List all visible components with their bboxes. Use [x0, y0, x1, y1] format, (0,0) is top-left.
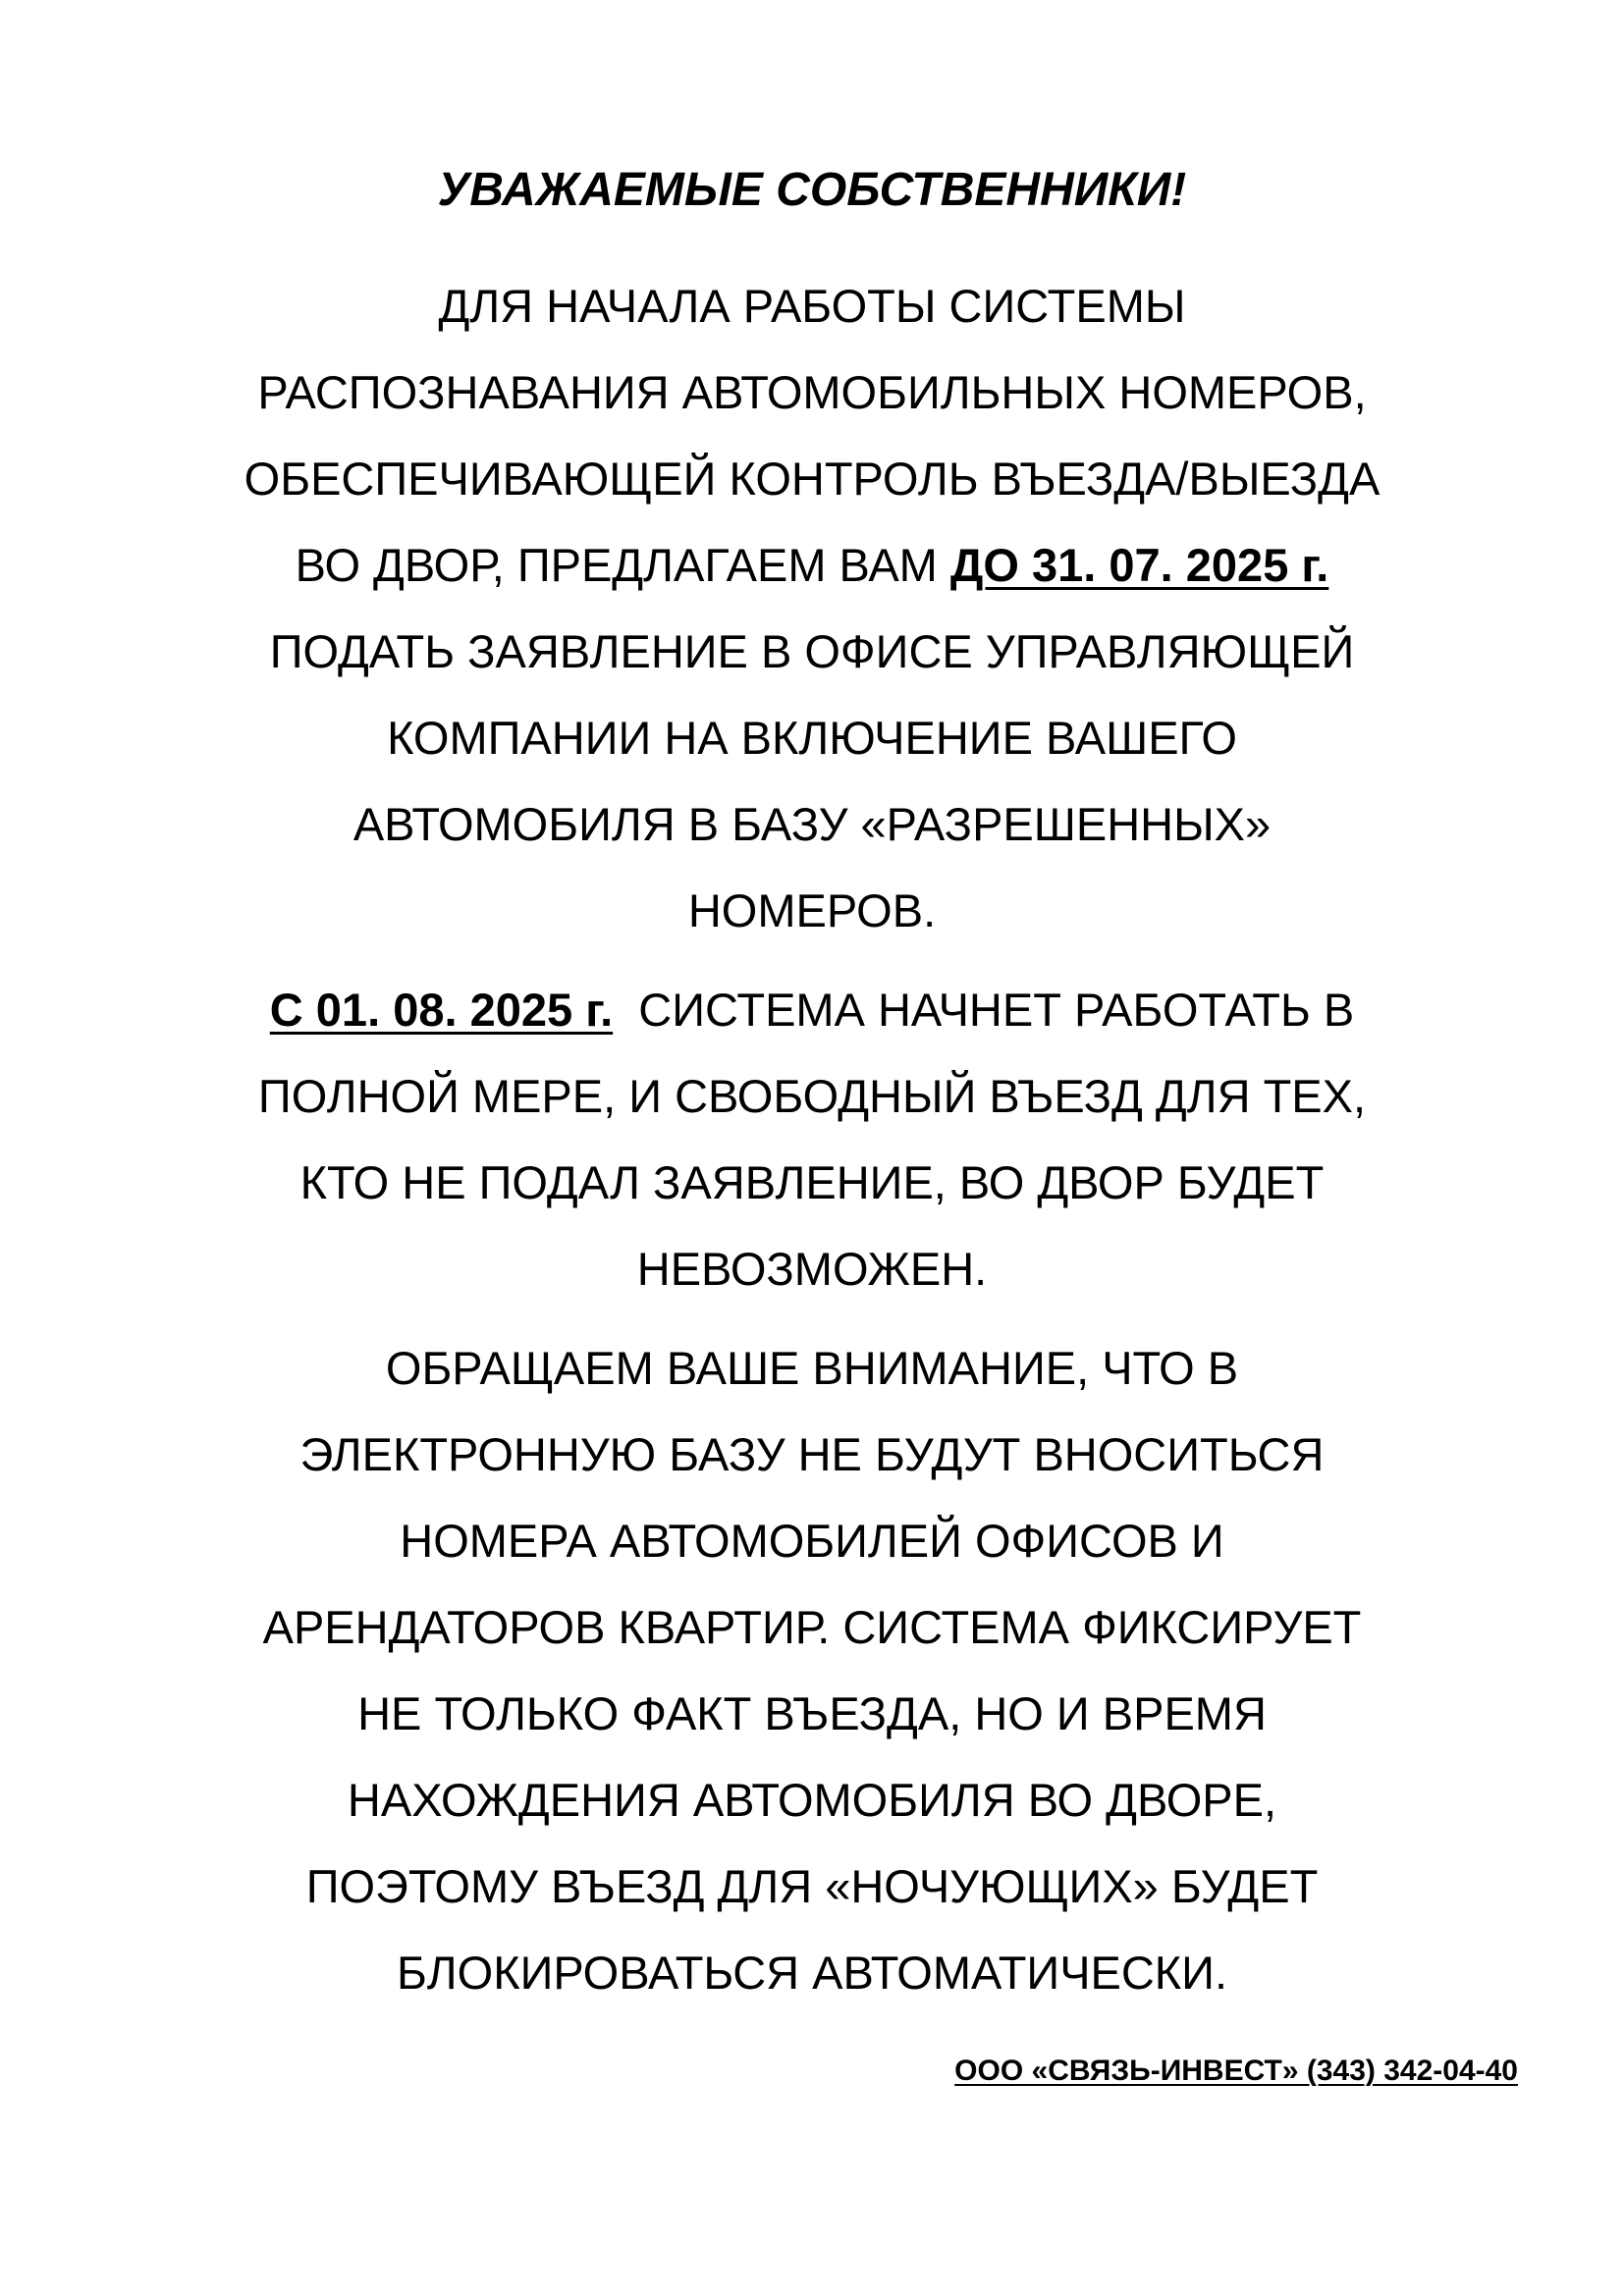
- paragraph-text: ВО ДВОР, ПРЕДЛАГАЕМ ВАМ: [295, 539, 950, 591]
- paragraph-line: КТО НЕ ПОДАЛ ЗАЯВЛЕНИЕ, ВО ДВОР БУДЕТ: [299, 1156, 1325, 1208]
- notice-title: УВАЖАЕМЫЕ СОБСТВЕННИКИ!: [437, 164, 1187, 216]
- paragraph-line: НОМЕРОВ.: [687, 884, 937, 936]
- paragraph-line: АРЕНДАТОРОВ КВАРТИР. СИСТЕМА ФИКСИРУЕТ: [262, 1601, 1362, 1653]
- paragraph-line: ДЛЯ НАЧАЛА РАБОТЫ СИСТЕМЫ: [438, 280, 1186, 332]
- paragraph-line: АВТОМОБИЛЯ В БАЗУ «РАЗРЕШЕННЫХ»: [352, 798, 1272, 850]
- paragraph-line: НАХОЖДЕНИЯ АВТОМОБИЛЯ ВО ДВОРЕ,: [347, 1774, 1277, 1826]
- paragraph-line: ОБРАЩАЕМ ВАШЕ ВНИМАНИЕ, ЧТО В: [385, 1342, 1239, 1394]
- paragraph-line: ПОДАТЬ ЗАЯВЛЕНИЕ В ОФИСЕ УПРАВЛЯЮЩЕЙ: [269, 625, 1355, 677]
- paragraph-line: РАСПОЗНАВАНИЯ АВТОМОБИЛЬНЫХ НОМЕРОВ,: [257, 366, 1367, 418]
- paragraph-line: [196, 967, 1428, 1053]
- paragraph-attention: [196, 1325, 1428, 2016]
- company-contact: ООО «СВЯЗЬ-ИНВЕСТ» (343) 342-04-40: [954, 2055, 1518, 2087]
- deadline-date: ДО 31. 07. 2025 г.: [949, 539, 1329, 591]
- start-date: С 01. 08. 2025 г.: [269, 984, 614, 1036]
- paragraph-text: СИСТЕМА НАЧНЕТ РАБОТАТЬ В: [613, 984, 1355, 1036]
- paragraph-line: ПОЛНОЙ МЕРЕ, И СВОБОДНЫЙ ВЪЕЗД ДЛЯ ТЕХ,: [257, 1070, 1367, 1122]
- paragraph-line: ОБЕСПЕЧИВАЮЩЕЙ КОНТРОЛЬ ВЪЕЗДА/ВЫЕЗДА: [244, 453, 1380, 505]
- paragraph-line: БЛОКИРОВАТЬСЯ АВТОМАТИЧЕСКИ.: [396, 1947, 1228, 1999]
- paragraph-line: НОМЕРА АВТОМОБИЛЕЙ ОФИСОВ И: [400, 1515, 1224, 1567]
- paragraph-line: КОМПАНИИ НА ВКЛЮЧЕНИЕ ВАШЕГО: [387, 712, 1237, 764]
- paragraph-line: НЕВОЗМОЖЕН.: [636, 1243, 988, 1295]
- paragraph-line: НЕ ТОЛЬКО ФАКТ ВЪЕЗДА, НО И ВРЕМЯ: [357, 1687, 1267, 1739]
- paragraph-line: ЭЛЕКТРОННУЮ БАЗУ НЕ БУДУТ ВНОСИТЬСЯ: [299, 1428, 1325, 1480]
- paragraph-line: ПОЭТОМУ ВЪЕЗД ДЛЯ «НОЧУЮЩИХ» БУДЕТ: [305, 1860, 1319, 1912]
- paragraph-start-date: [196, 967, 1428, 1312]
- paragraph-deadline: [196, 263, 1428, 954]
- paragraph-line: [196, 522, 1428, 609]
